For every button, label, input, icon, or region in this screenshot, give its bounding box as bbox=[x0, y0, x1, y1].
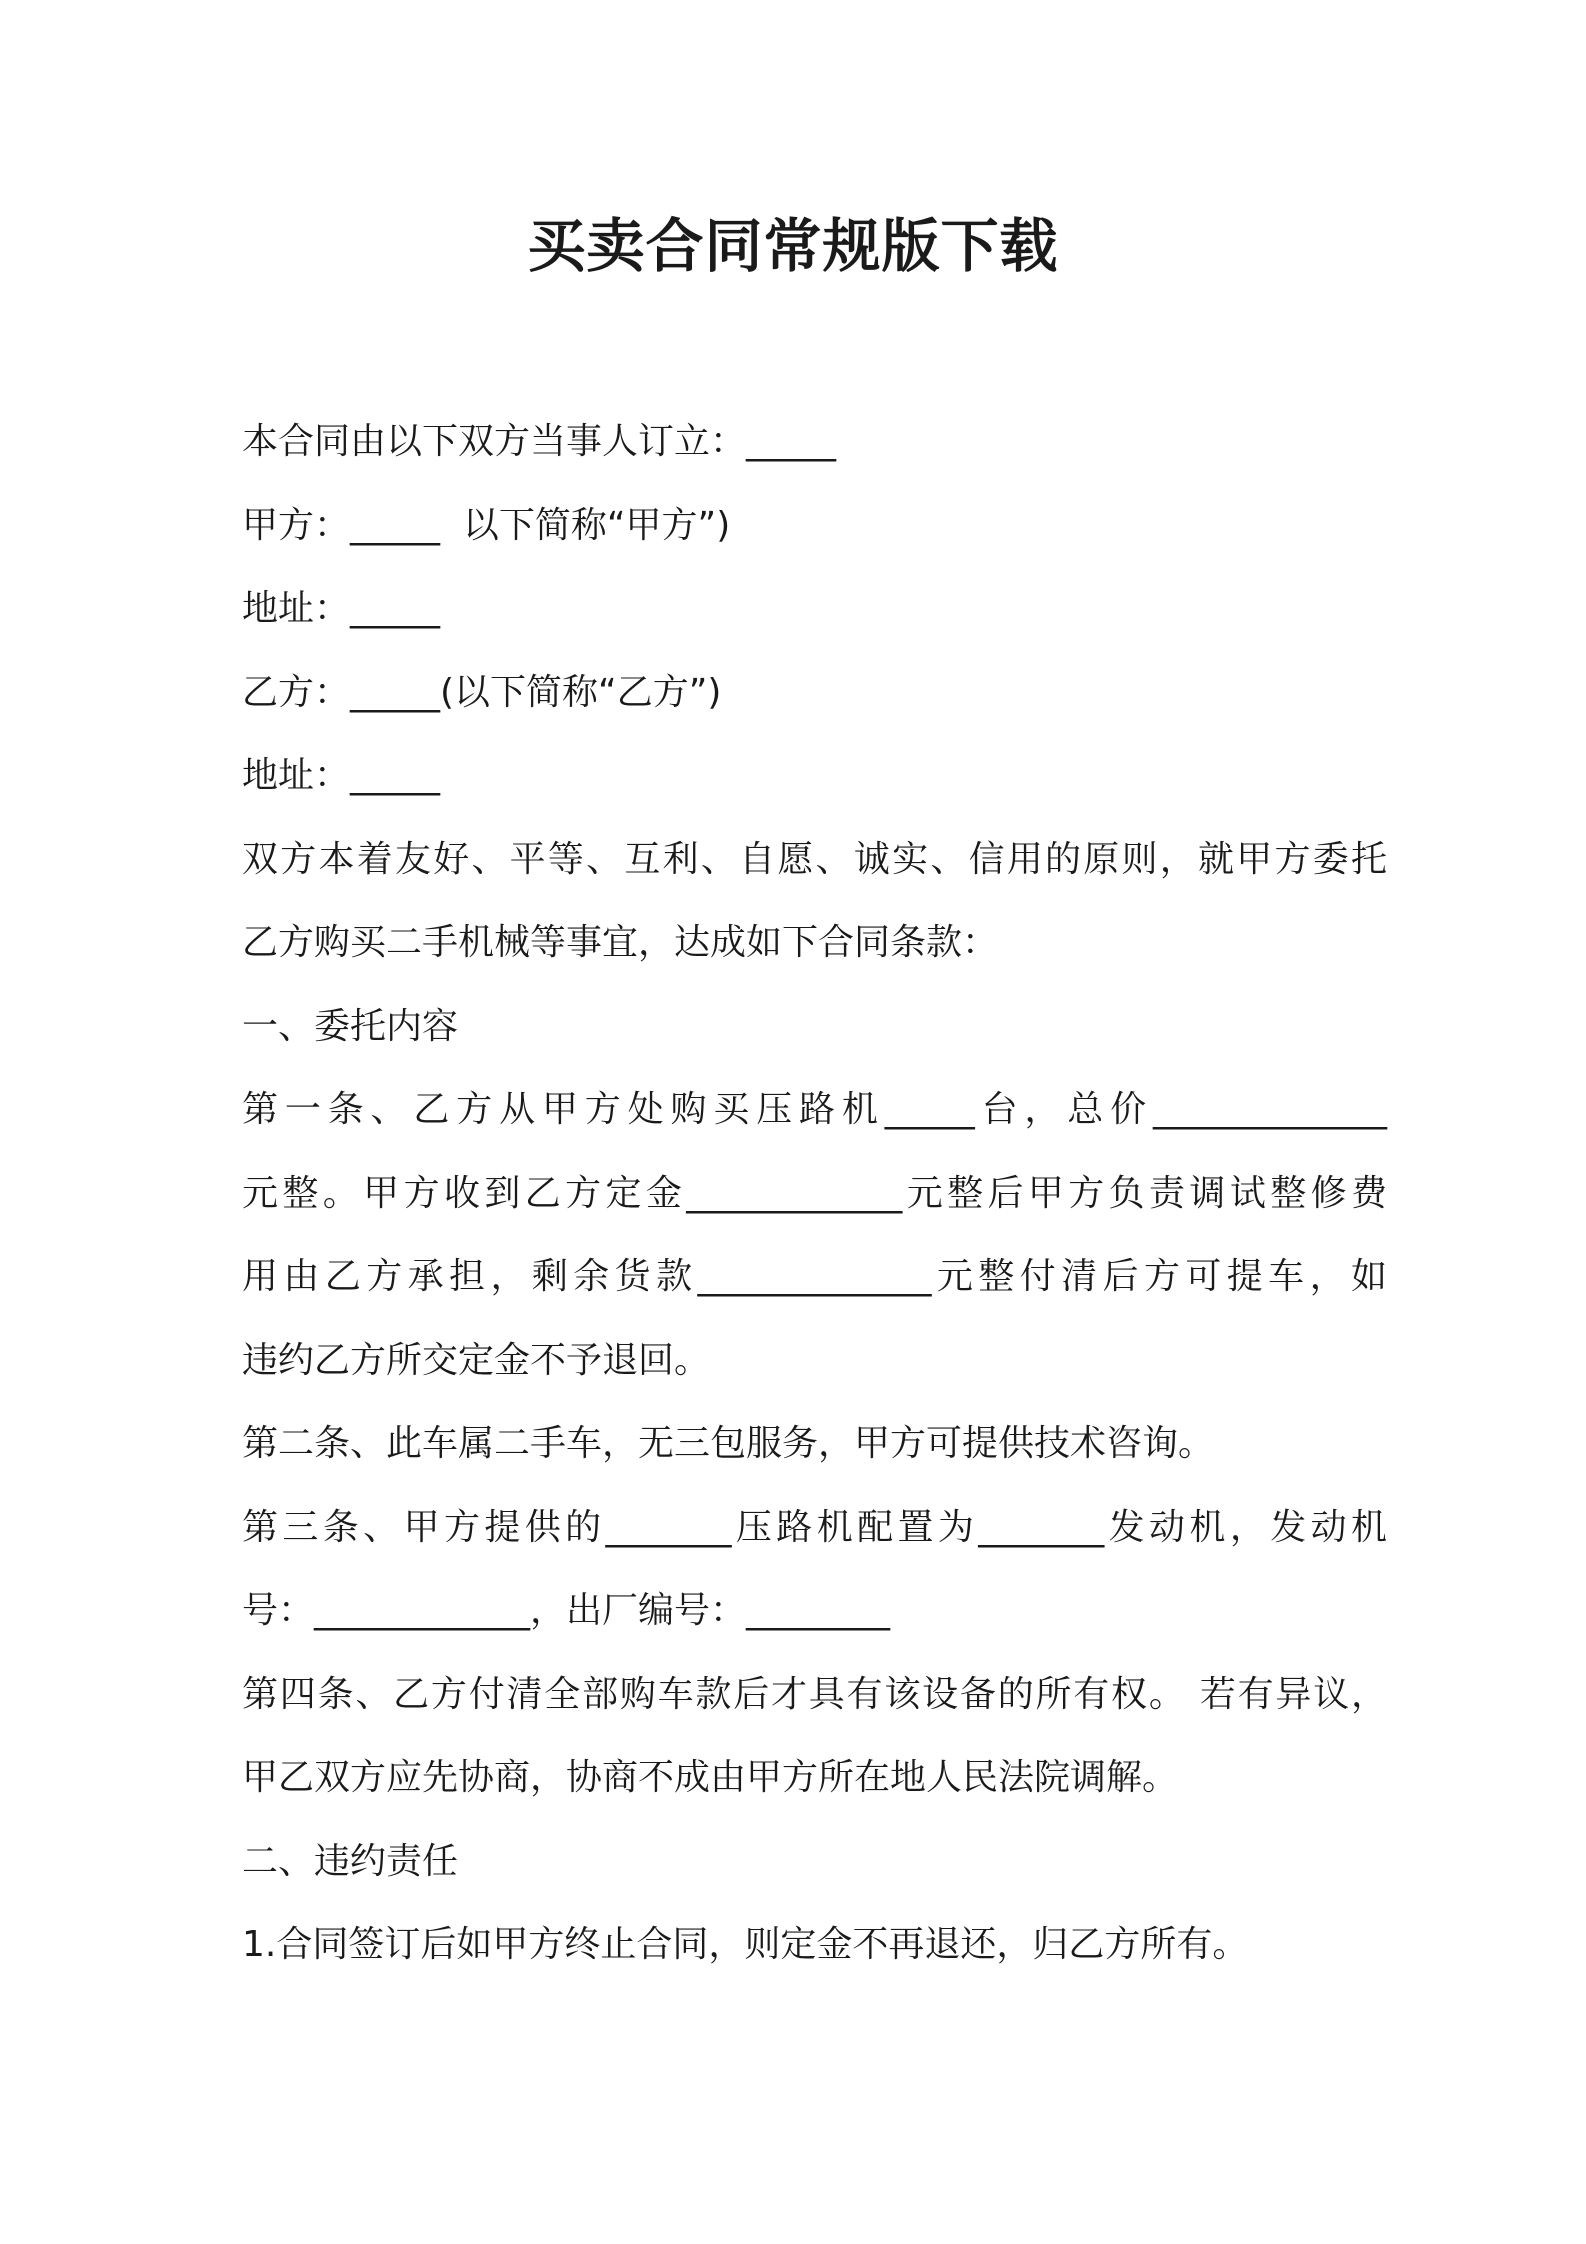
article-1-line-2: 元整。甲方收到乙方定金____________元整后甲方负责调试整修费 bbox=[242, 1172, 1387, 1214]
section-heading-2: 二、违约责任 bbox=[242, 1840, 459, 1882]
article-1-line-4: 违约乙方所交定金不予退回。 bbox=[242, 1339, 711, 1381]
party-b: 乙方：_____(以下简称“乙方”) bbox=[242, 671, 722, 713]
liability-clause-1: 1.合同签订后如甲方终止合同，则定金不再退还，归乙方所有。 bbox=[242, 1924, 1249, 1965]
party-b-address: 地址：_____ bbox=[242, 755, 441, 796]
article-4-line-1: 第四条、乙方付清全部购车款后才具有该设备的所有权。 若有异议， bbox=[242, 1673, 1387, 1715]
article-3-line-2: 号：____________，出厂编号：________ bbox=[242, 1590, 891, 1631]
document-body bbox=[242, 400, 1387, 1987]
article-4-line-2: 甲乙双方应先协商，协商不成由甲方所在地人民法院调解。 bbox=[242, 1757, 1179, 1798]
section-heading-1: 一、委托内容 bbox=[242, 1005, 459, 1047]
article-2: 第二条、此车属二手车，无三包服务，甲方可提供技术咨询。 bbox=[242, 1423, 1215, 1464]
parties-intro: 本合同由以下双方当事人订立：_____ bbox=[242, 421, 837, 462]
article-1-line-3: 用由乙方承担，剩余货款_____________元整付清后方可提车，如 bbox=[242, 1256, 1387, 1297]
party-a: 甲方：_____ 以下简称“甲方”) bbox=[242, 504, 731, 546]
document-title: 买卖合同常规版下载 bbox=[527, 212, 1059, 280]
preamble-line-1: 双方本着友好、平等、互利、自愿、诚实、信用的原则，就甲方委托 bbox=[242, 838, 1387, 880]
article-3-line-1: 第三条、甲方提供的_______压路机配置为_______发动机，发动机 bbox=[242, 1506, 1387, 1548]
party-a-address: 地址：_____ bbox=[242, 588, 441, 629]
article-1-line-1: 第一条、乙方从甲方处购买压路机_____台，总价_____________ bbox=[242, 1089, 1387, 1130]
preamble-line-2: 乙方购买二手机械等事宜，达成如下合同条款： bbox=[242, 922, 999, 963]
